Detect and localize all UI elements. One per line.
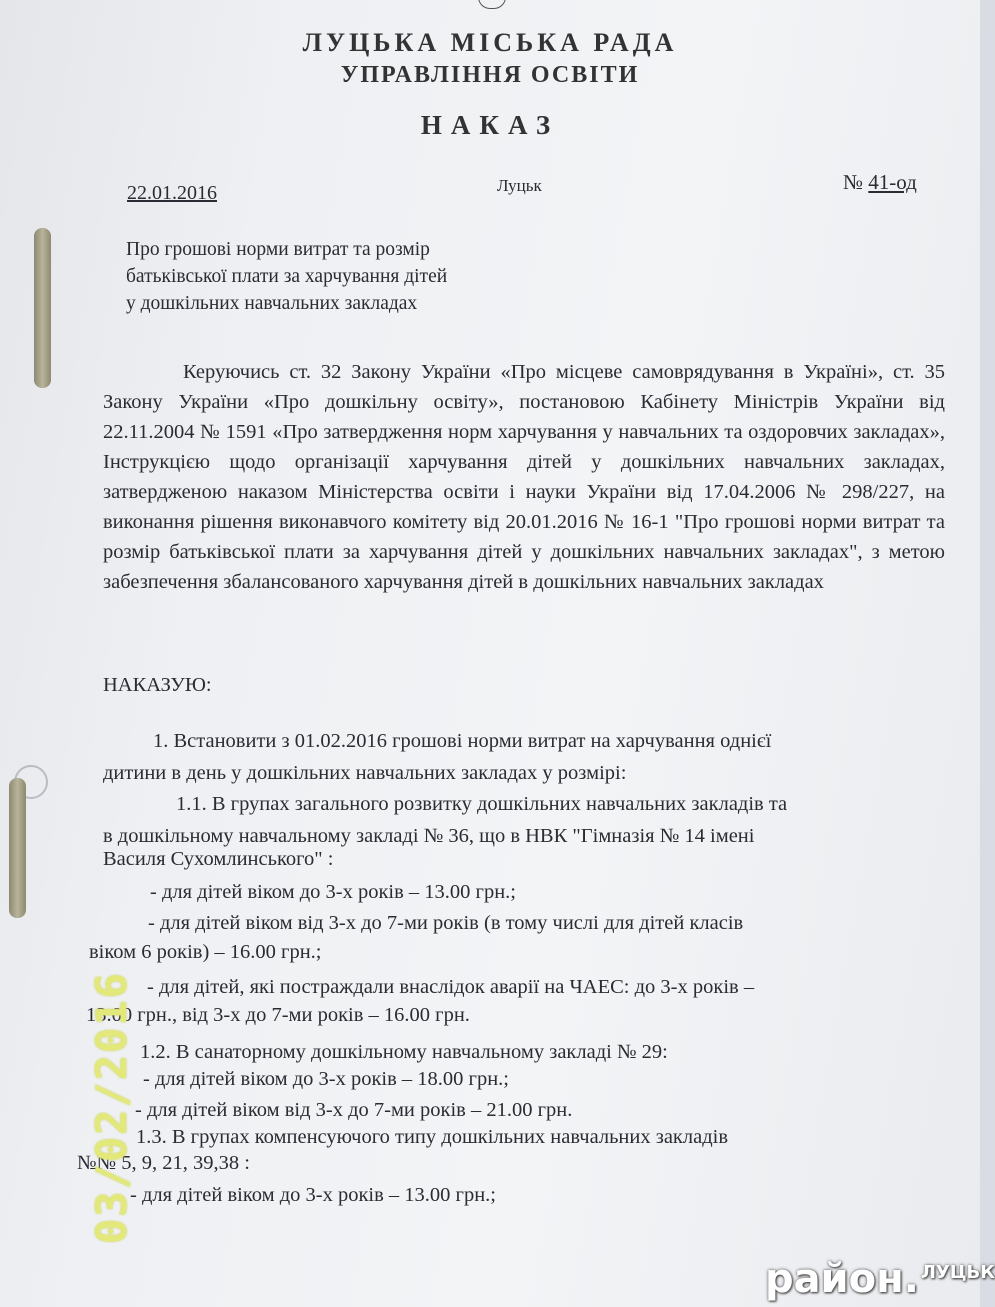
camera-date-stamp: 03/02/2016 xyxy=(87,971,136,1244)
order-line: №№ 5, 9, 21, 39,38 : xyxy=(77,1152,250,1174)
logo-city: ЛУЦЬК xyxy=(920,1262,995,1283)
order-line: 1.1. В групах загального розвитку дошкільних навчальних закладів та xyxy=(176,793,788,815)
preamble-paragraph: Керуючись ст. 32 Закону України «Про місцеве самоврядування в Україні», ст. 35 Закону України «Про дошкільну освіту», постановою Кабінету Міністрів України від 22.11.2004 № 1591 «Про затвердження норм харчування у навчальних та оздоровчих закладах», Інструкцією щодо організації харчування дітей у дошкільних навчальних закладах, затвердженою наказом Міністерства освіти і науки України від 17.04.2006 № 298/227, на виконання рішення виконавчого комітету від 20.01.2016 № 16-1 "Про грошові норми витрат та розмір батьківської плати за харчування дітей у дошкільних навчальних закладах", з метою забезпечення збалансованого харчування дітей в дошкільних навчальних закладах xyxy=(103,361,945,593)
logo-brand: район xyxy=(765,1256,904,1302)
logo-dot: . xyxy=(903,1256,919,1302)
order-line: - для дітей віком до 3-х років – 18.00 грн.; xyxy=(143,1068,509,1090)
order-line: в дошкільному навчальному закладі № 36, що в НВК "Гімназія № 14 імені xyxy=(103,825,755,847)
order-line: - для дітей віком від 3-х до 7-ми років (в тому числі для дітей класів xyxy=(148,912,744,934)
order-line: Василя Сухомлинського" : xyxy=(103,848,334,870)
document-type: НАКАЗ xyxy=(420,110,560,140)
coat-of-arms-icon xyxy=(478,0,506,9)
order-line: - для дітей віком до 3-х років – 13.00 грн.; xyxy=(150,881,516,903)
command-heading: НАКАЗУЮ: xyxy=(103,674,212,696)
department-name: УПРАВЛІННЯ ОСВІТИ xyxy=(340,62,640,88)
site-logo xyxy=(765,1256,995,1302)
order-line: 1.2. В санаторному дошкільному навчальному закладі № 29: xyxy=(140,1041,668,1063)
order-line: - для дітей віком до 3-х років – 13.00 грн.; xyxy=(130,1184,496,1206)
order-line: віком 6 років) – 16.00 грн.; xyxy=(89,941,322,963)
order-city: Луцьк xyxy=(497,176,542,195)
order-subject: Про грошові норми витрат та розмір батьківської плати за харчування дітей у дошкільних навчальних закладах xyxy=(126,239,448,314)
order-line: - для дітей, які постраждали внаслідок аварії на ЧАЕС: до 3-х років – xyxy=(147,976,755,998)
order-date: 22.01.2016 xyxy=(127,182,217,204)
binder-clip-icon xyxy=(9,778,26,918)
order-line: 13.00 грн., від 3-х до 7-ми років – 16.00 грн. xyxy=(86,1004,470,1026)
order-line: 1.3. В групах компенсуючого типу дошкільних навчальних закладів xyxy=(136,1126,729,1148)
order-line: дитини в день у дошкільних навчальних закладах у розмірі: xyxy=(103,762,627,784)
order-line: - для дітей віком від 3-х до 7-ми років – 21.00 грн. xyxy=(135,1099,573,1121)
council-name: ЛУЦЬКА МІСЬКА РАДА xyxy=(302,28,678,57)
number-value: 41-од xyxy=(868,170,917,194)
order-number xyxy=(843,170,917,195)
order-line: 1. Встановити з 01.02.2016 грошові норми витрат на харчування однієї xyxy=(153,730,772,752)
binder-clip-icon xyxy=(34,228,51,388)
number-prefix: № xyxy=(843,170,864,194)
